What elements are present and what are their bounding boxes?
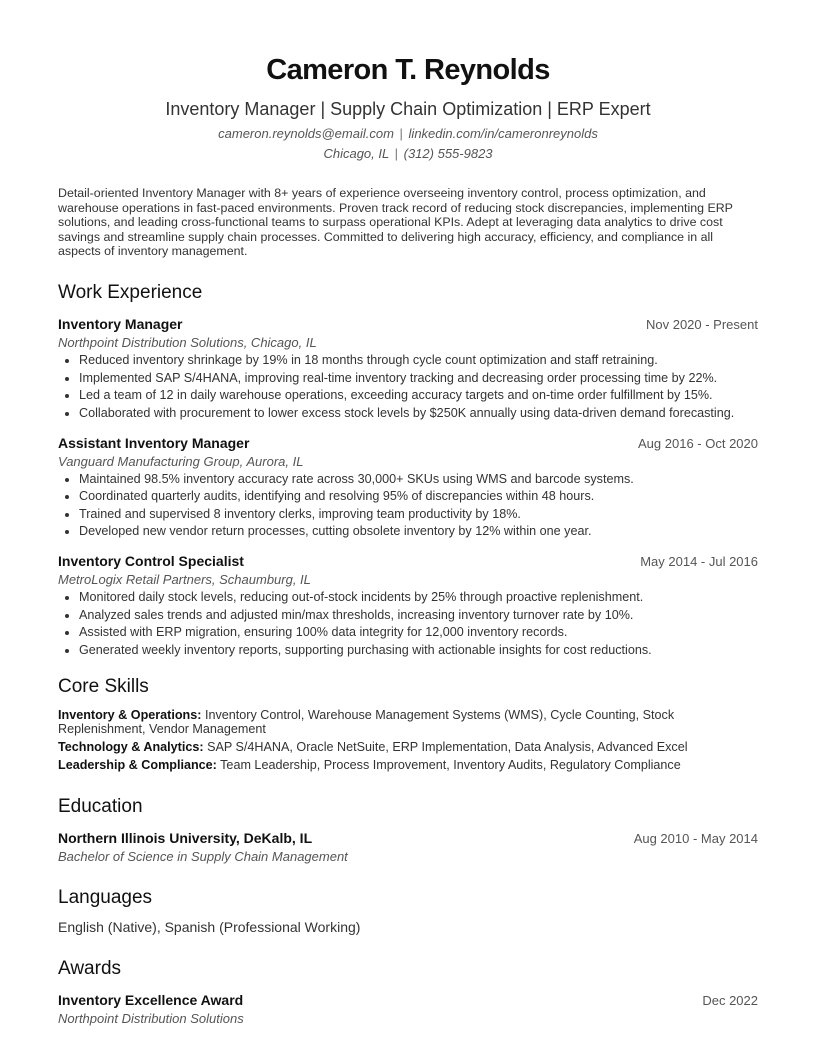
- section-title-education: Education: [58, 796, 143, 818]
- section-title-languages: Languages: [58, 887, 153, 909]
- section-title-awards: Awards: [58, 958, 122, 980]
- education-section: [58, 795, 758, 866]
- contact-line-2: [58, 146, 758, 161]
- bullet-item: • Trained and supervised 8 inventory clerks, improving team productivity by 18%.: [79, 507, 758, 522]
- job-date: Aug 2016 - Oct 2020: [638, 435, 758, 451]
- award-entry: [58, 991, 758, 1028]
- bullet-item: • Implemented SAP S/4HANA, improving real-time inventory tracking and decreasing order processing time by 22%.: [79, 371, 758, 386]
- awards-section: [58, 957, 758, 1028]
- phone: (312) 555-9823: [403, 146, 493, 161]
- job-company: Vanguard Manufacturing Group, Aurora, IL: [58, 453, 304, 469]
- languages-text: English (Native), Spanish (Professional Working): [58, 919, 361, 936]
- bullet-item: • Developed new vendor return processes, cutting obsolete inventory by 12% within one year.: [79, 524, 758, 539]
- education-head: [58, 829, 758, 848]
- skills-section: [58, 675, 758, 773]
- candidate-name: Cameron T. Reynolds: [266, 54, 550, 86]
- bullet-item: • Analyzed sales trends and adjusted min/max thresholds, increasing inventory turnover rate by 10%.: [79, 608, 758, 623]
- section-title-work: Work Experience: [58, 281, 203, 303]
- education-entry: [58, 829, 758, 866]
- email-link[interactable]: cameron.reynolds@email.com: [218, 126, 394, 141]
- skill-text: SAP S/4HANA, Oracle NetSuite, ERP Implementation, Data Analysis, Advanced Excel: [207, 740, 688, 755]
- bullet-item: • Assisted with ERP migration, ensuring 100% data integrity for 12,000 inventory records.: [79, 625, 758, 640]
- job-list: [58, 315, 758, 658]
- professional-summary: Detail-oriented Inventory Manager with 8+ years of experience overseeing inventory control, process optimization, and warehouse operations in fast-paced environments. Proven track record of reducing stock discrepancies, implementing ERP solutions, and leading cross-functional teams to surpass operational KPIs. Adept at leveraging data analytics to drive cost savings and streamline supply chain processes. Committed to delivering high accuracy, efficiency, and compliance in all aspects of inventory management.: [58, 186, 733, 259]
- job-company: MetroLogix Retail Partners, Schaumburg, IL: [58, 572, 311, 588]
- resume-page: [58, 0, 758, 1028]
- award-date: Dec 2022: [702, 993, 758, 1009]
- job-entry: [58, 315, 758, 421]
- award-org: Northpoint Distribution Solutions: [58, 1011, 244, 1027]
- bullet-item: • Collaborated with procurement to lower excess stock levels by $250K annually using data-driven demand forecasting.: [79, 406, 758, 421]
- job-title: Inventory Control Specialist: [58, 553, 244, 570]
- bullet-item: • Maintained 98.5% inventory accuracy rate across 30,000+ SKUs using WMS and barcode systems.: [79, 472, 758, 487]
- job-date: Nov 2020 - Present: [645, 316, 758, 332]
- bullet-item: • Monitored daily stock levels, reducing out-of-stock incidents by 25% through proactive replenishment.: [79, 590, 758, 605]
- education-date: Aug 2010 - May 2014: [633, 831, 758, 847]
- award-list: [58, 991, 758, 1028]
- job-head: [58, 434, 758, 453]
- linkedin-link[interactable]: linkedin.com/in/cameronreynolds: [408, 126, 598, 141]
- languages-section: [58, 886, 758, 936]
- bullet-item: • Reduced inventory shrinkage by 19% in 18 months through cycle count optimization and staff retraining.: [79, 353, 758, 368]
- contact-separator: |: [394, 146, 398, 161]
- job-bullets: [58, 472, 758, 540]
- award-title: Inventory Excellence Award: [58, 992, 244, 1009]
- contact-line-1: [58, 126, 758, 141]
- job-title: Assistant Inventory Manager: [58, 434, 250, 451]
- skill-row: [58, 758, 758, 773]
- skill-label: Leadership & Compliance:: [58, 758, 217, 773]
- job-date: May 2014 - Jul 2016: [640, 554, 758, 570]
- section-title-skills: Core Skills: [58, 675, 149, 697]
- work-experience-section: [58, 281, 758, 658]
- skill-row: [58, 708, 758, 737]
- job-company: Northpoint Distribution Solutions, Chicago, IL: [58, 334, 317, 350]
- degree: Bachelor of Science in Supply Chain Management: [58, 849, 348, 865]
- job-head: [58, 315, 758, 334]
- job-title: Inventory Manager: [58, 315, 183, 332]
- skill-label: Inventory & Operations:: [58, 707, 202, 722]
- contact-separator: |: [399, 126, 403, 141]
- resume-header: [58, 52, 758, 161]
- award-head: [58, 991, 758, 1010]
- bullet-item: • Coordinated quarterly audits, identifying and resolving 95% of discrepancies within 48 hours.: [79, 489, 758, 504]
- bullet-item: • Generated weekly inventory reports, supporting purchasing with actionable insights for cost reductions.: [79, 643, 758, 658]
- job-entry: [58, 552, 758, 658]
- skill-label: Technology & Analytics:: [58, 740, 204, 755]
- skills-list: [58, 708, 758, 773]
- school-name: Northern Illinois University, DeKalb, IL: [58, 830, 313, 847]
- job-head: [58, 552, 758, 571]
- bullet-item: • Led a team of 12 in daily warehouse operations, exceeding accuracy targets and on-time order fulfillment by 15%.: [79, 388, 758, 403]
- skill-row: [58, 740, 758, 755]
- skill-text: Inventory Control, Warehouse Management Systems (WMS), Cycle Counting, Stock Replenishment, Vendor Management: [58, 707, 675, 737]
- location: Chicago, IL: [323, 146, 389, 161]
- headline: Inventory Manager | Supply Chain Optimization | ERP Expert: [165, 99, 651, 119]
- job-bullets: [58, 590, 758, 658]
- job-bullets: [58, 353, 758, 421]
- job-entry: [58, 434, 758, 540]
- skill-text: Team Leadership, Process Improvement, Inventory Audits, Regulatory Compliance: [220, 758, 681, 773]
